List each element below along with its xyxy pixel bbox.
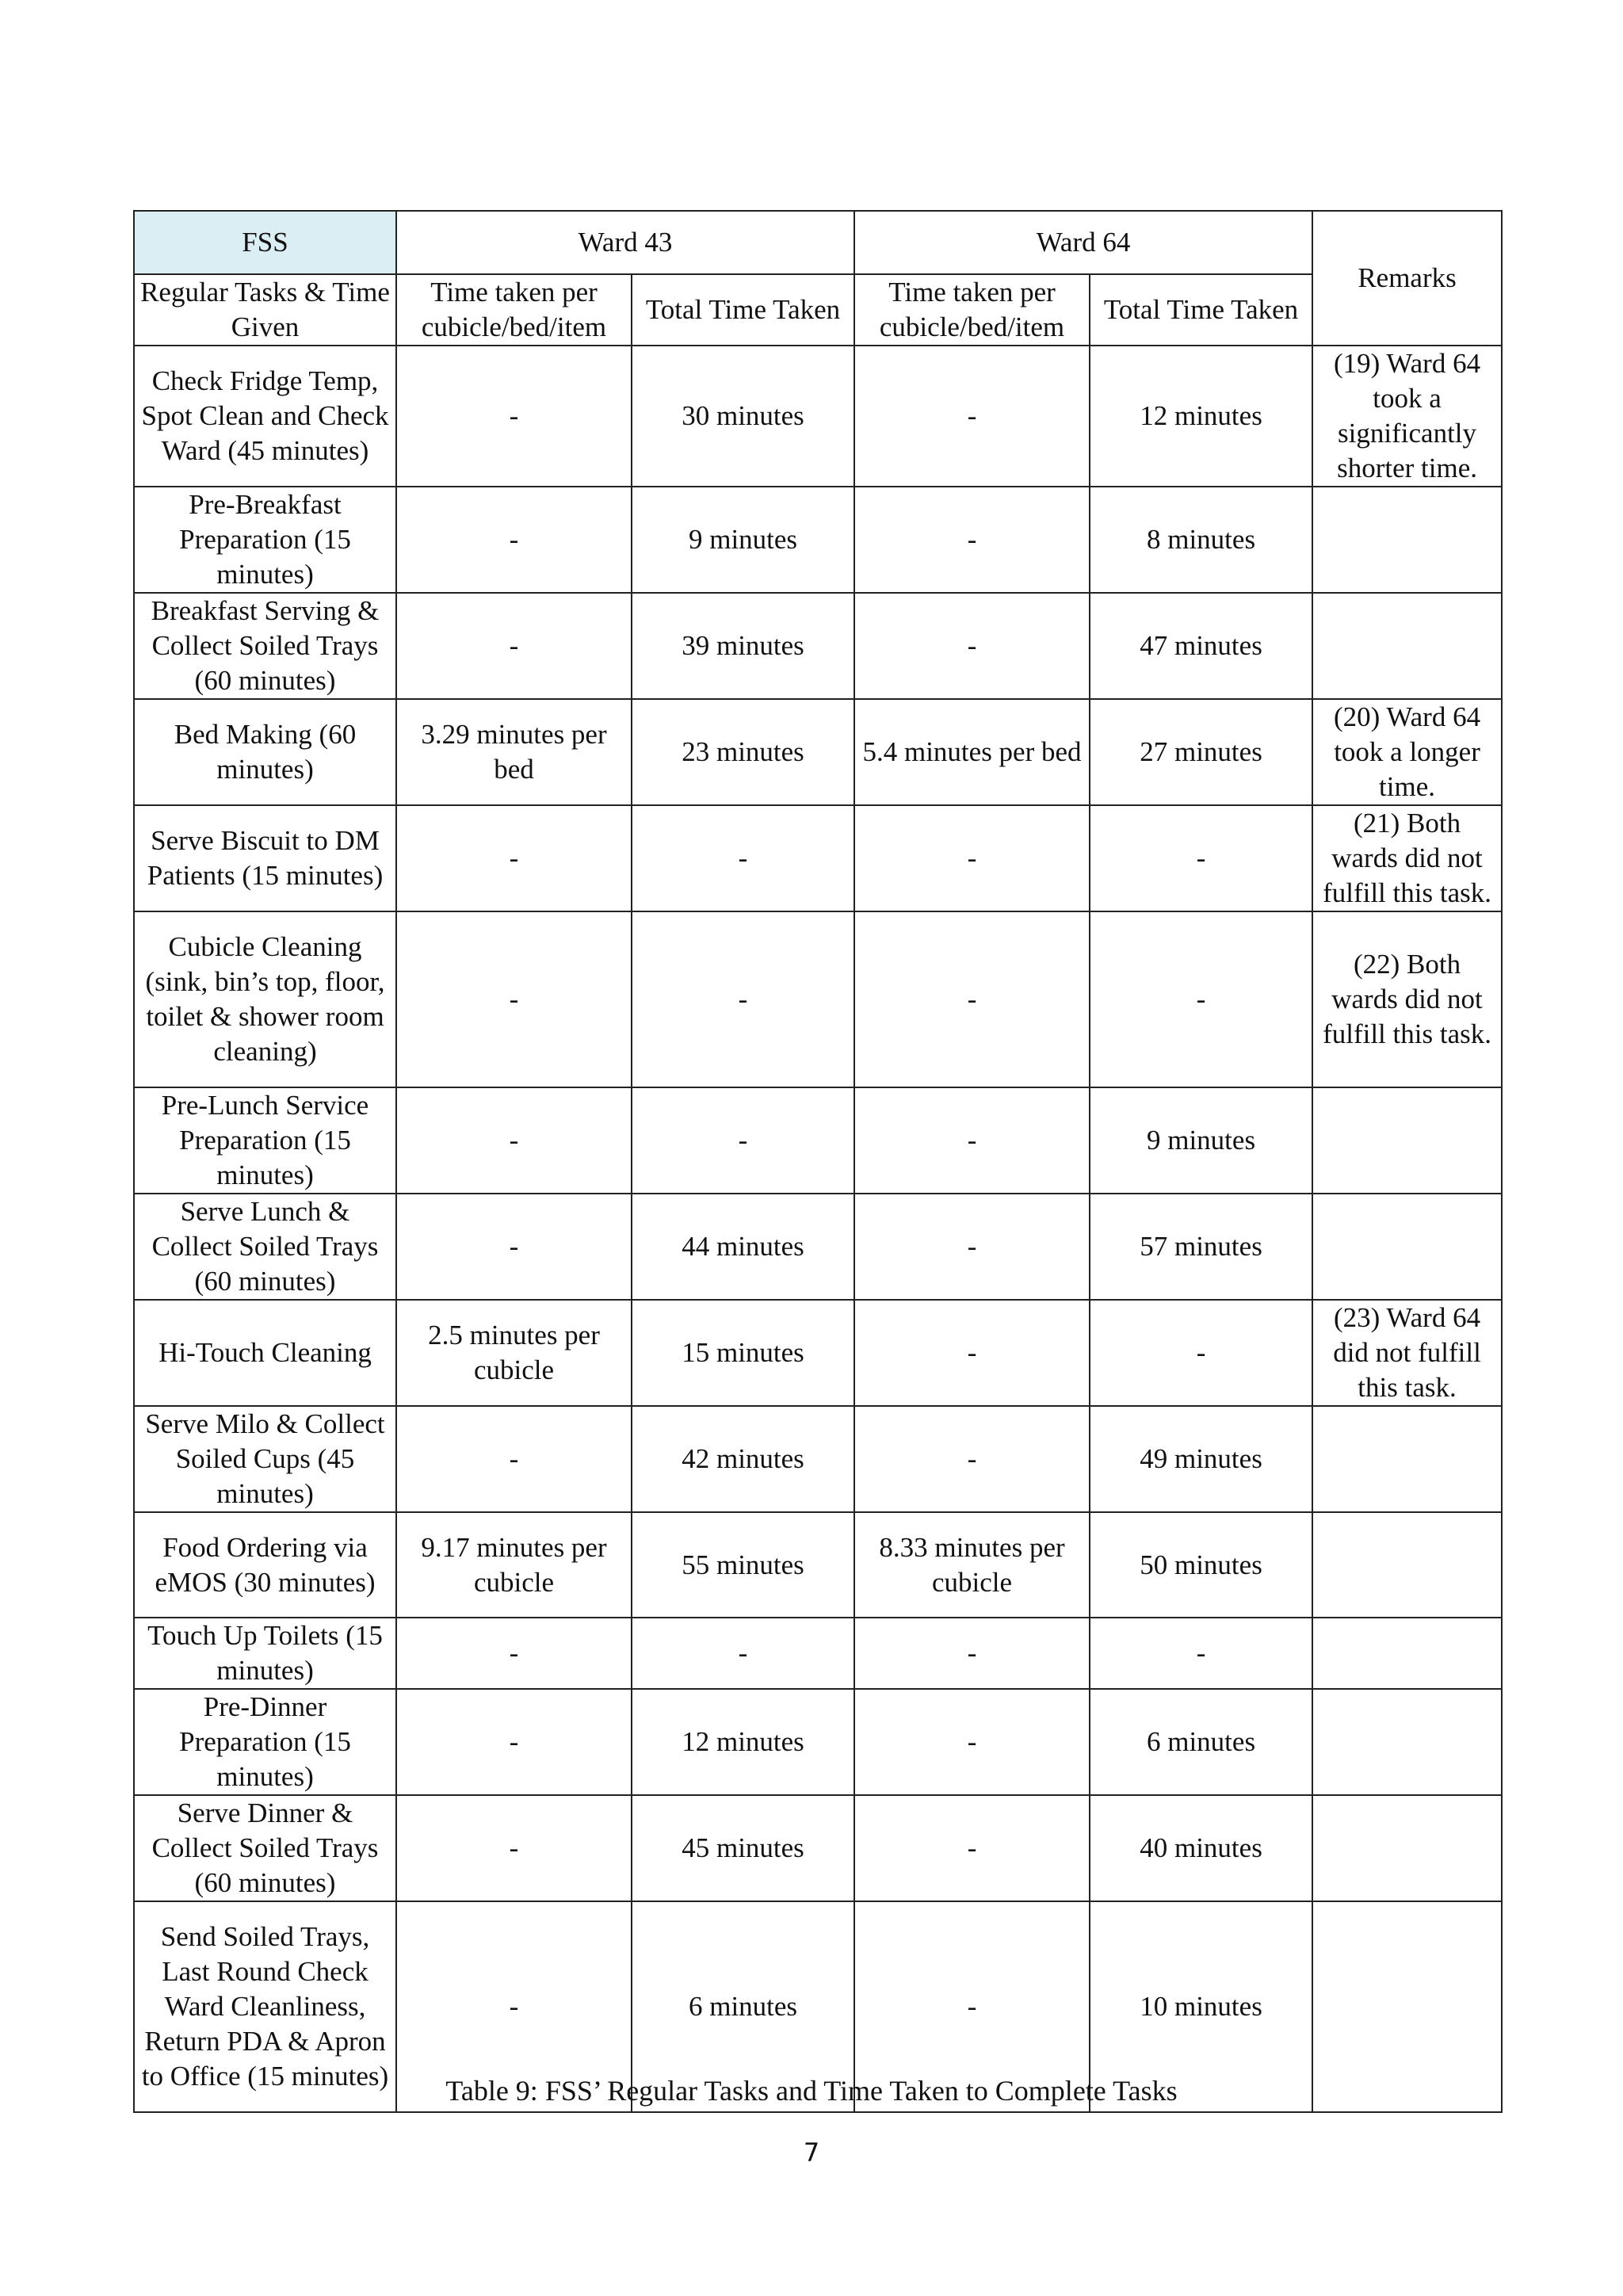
- table-row: [134, 1618, 1502, 1689]
- ward-64-per-cell: -: [854, 593, 1090, 699]
- ward-64-per-cell: 5.4 minutes per bed: [854, 699, 1090, 805]
- ward-64-per-cell: -: [854, 1194, 1090, 1300]
- table-row: [134, 346, 1502, 487]
- ward-43-per-cell: -: [396, 487, 632, 593]
- ward-64-per-cell: -: [854, 1618, 1090, 1689]
- ward-64-total-cell: 27 minutes: [1090, 699, 1312, 805]
- ward-43-per-cell: -: [396, 805, 632, 911]
- ward-43-per-cell: -: [396, 1087, 632, 1194]
- remark-cell: [1312, 593, 1502, 699]
- table-row: [134, 911, 1502, 1087]
- ward-64-total-cell: -: [1090, 1618, 1312, 1689]
- task-cell: Touch Up Toilets (15 minutes): [134, 1618, 396, 1689]
- ward-64-per-cell: -: [854, 1300, 1090, 1406]
- ward-43-per-header: Time taken per cubicle/bed/item: [396, 274, 632, 346]
- ward-43-total-cell: 44 minutes: [632, 1194, 854, 1300]
- table-row: [134, 487, 1502, 593]
- remark-cell: [1312, 1087, 1502, 1194]
- task-cell: Serve Lunch & Collect Soiled Trays (60 minutes): [134, 1194, 396, 1300]
- remark-cell: [1312, 487, 1502, 593]
- table-row: [134, 1689, 1502, 1795]
- ward-64-total-cell: 47 minutes: [1090, 593, 1312, 699]
- ward-64-total-cell: 10 minutes: [1090, 1901, 1312, 2112]
- ward-43-total-cell: -: [632, 805, 854, 911]
- ward-43-total-cell: 55 minutes: [632, 1512, 854, 1618]
- ward-64-per-cell: -: [854, 1901, 1090, 2112]
- ward-64-per-cell: -: [854, 805, 1090, 911]
- task-cell: Serve Dinner & Collect Soiled Trays (60 minutes): [134, 1795, 396, 1901]
- table-row: [134, 593, 1502, 699]
- ward-64-per-cell: -: [854, 346, 1090, 487]
- remark-cell: (21) Both wards did not fulfill this task.: [1312, 805, 1502, 911]
- table-row: [134, 1512, 1502, 1618]
- table-row: [134, 1087, 1502, 1194]
- ward-43-total-cell: -: [632, 911, 854, 1087]
- ward-43-total-cell: 45 minutes: [632, 1795, 854, 1901]
- ward-64-per-cell: -: [854, 487, 1090, 593]
- ward-43-per-cell: -: [396, 346, 632, 487]
- ward-64-total-cell: -: [1090, 805, 1312, 911]
- ward-64-total-cell: 50 minutes: [1090, 1512, 1312, 1618]
- remark-cell: (22) Both wards did not fulfill this task.: [1312, 911, 1502, 1087]
- task-cell: Hi-Touch Cleaning: [134, 1300, 396, 1406]
- task-cell: Food Ordering via eMOS (30 minutes): [134, 1512, 396, 1618]
- table-row: [134, 1194, 1502, 1300]
- ward-43-per-cell: -: [396, 1795, 632, 1901]
- remark-cell: [1312, 1512, 1502, 1618]
- table-row: [134, 1300, 1502, 1406]
- ward-64-total-cell: -: [1090, 1300, 1312, 1406]
- task-cell: Serve Biscuit to DM Patients (15 minutes): [134, 805, 396, 911]
- remark-cell: [1312, 1618, 1502, 1689]
- remarks-header: Remarks: [1312, 211, 1502, 346]
- ward-43-total-cell: 23 minutes: [632, 699, 854, 805]
- ward-43-total-cell: 12 minutes: [632, 1689, 854, 1795]
- task-column-header: Regular Tasks & Time Given: [134, 274, 396, 346]
- task-cell: Send Soiled Trays, Last Round Check Ward Cleanliness, Return PDA & Apron to Office (15 minutes): [134, 1901, 396, 2112]
- ward-43-per-cell: 3.29 minutes per bed: [396, 699, 632, 805]
- remark-cell: [1312, 1689, 1502, 1795]
- remark-cell: [1312, 1795, 1502, 1901]
- ward-64-per-cell: -: [854, 1087, 1090, 1194]
- ward-43-total-cell: -: [632, 1087, 854, 1194]
- ward-43-total-cell: 39 minutes: [632, 593, 854, 699]
- ward-64-per-cell: -: [854, 911, 1090, 1087]
- table-row: [134, 1795, 1502, 1901]
- ward-64-total-cell: 9 minutes: [1090, 1087, 1312, 1194]
- ward-43-per-cell: -: [396, 1689, 632, 1795]
- ward-43-total-cell: 42 minutes: [632, 1406, 854, 1512]
- ward-43-per-cell: -: [396, 593, 632, 699]
- ward-43-total-header: Total Time Taken: [632, 274, 854, 346]
- task-cell: Breakfast Serving & Collect Soiled Trays (60 minutes): [134, 593, 396, 699]
- ward-64-per-cell: 8.33 minutes per cubicle: [854, 1512, 1090, 1618]
- ward-43-per-cell: -: [396, 1901, 632, 2112]
- ward-43-per-cell: -: [396, 1406, 632, 1512]
- task-cell: Cubicle Cleaning (sink, bin’s top, floor, toilet & shower room cleaning): [134, 911, 396, 1087]
- ward-64-per-cell: -: [854, 1689, 1090, 1795]
- ward-64-total-cell: 49 minutes: [1090, 1406, 1312, 1512]
- ward-43-per-cell: 2.5 minutes per cubicle: [396, 1300, 632, 1406]
- remark-cell: (23) Ward 64 did not fulfill this task.: [1312, 1300, 1502, 1406]
- task-cell: Check Fridge Temp, Spot Clean and Check Ward (45 minutes): [134, 346, 396, 487]
- remark-cell: (19) Ward 64 took a significantly shorter time.: [1312, 346, 1502, 487]
- table-row: [134, 1406, 1502, 1512]
- ward-43-total-cell: 15 minutes: [632, 1300, 854, 1406]
- ward-43-per-cell: 9.17 minutes per cubicle: [396, 1512, 632, 1618]
- ward-43-per-cell: -: [396, 1618, 632, 1689]
- task-cell: Bed Making (60 minutes): [134, 699, 396, 805]
- ward-43-header: Ward 43: [396, 211, 854, 274]
- ward-64-total-cell: -: [1090, 911, 1312, 1087]
- remark-cell: [1312, 1194, 1502, 1300]
- ward-64-total-cell: 40 minutes: [1090, 1795, 1312, 1901]
- page-number: 7: [803, 2137, 820, 2168]
- ward-64-total-header: Total Time Taken: [1090, 274, 1312, 346]
- ward-43-total-cell: -: [632, 1618, 854, 1689]
- ward-64-total-cell: 8 minutes: [1090, 487, 1312, 593]
- task-cell: Pre-Dinner Preparation (15 minutes): [134, 1689, 396, 1795]
- ward-43-per-cell: -: [396, 911, 632, 1087]
- ward-64-header: Ward 64: [854, 211, 1312, 274]
- ward-64-total-cell: 12 minutes: [1090, 346, 1312, 487]
- remark-cell: [1312, 1406, 1502, 1512]
- table-row: [134, 699, 1502, 805]
- ward-43-per-cell: -: [396, 1194, 632, 1300]
- task-cell: Pre-Breakfast Preparation (15 minutes): [134, 487, 396, 593]
- task-cell: Serve Milo & Collect Soiled Cups (45 minutes): [134, 1406, 396, 1512]
- ward-64-total-cell: 57 minutes: [1090, 1194, 1312, 1300]
- ward-64-per-cell: -: [854, 1795, 1090, 1901]
- ward-43-total-cell: 30 minutes: [632, 346, 854, 487]
- table-title: FSS: [134, 211, 396, 274]
- table-caption: Table 9: FSS’ Regular Tasks and Time Taken to Complete Tasks: [445, 2075, 1178, 2107]
- ward-64-total-cell: 6 minutes: [1090, 1689, 1312, 1795]
- remark-cell: (20) Ward 64 took a longer time.: [1312, 699, 1502, 805]
- ward-43-total-cell: 6 minutes: [632, 1901, 854, 2112]
- ward-43-total-cell: 9 minutes: [632, 487, 854, 593]
- task-cell: Pre-Lunch Service Preparation (15 minutes): [134, 1087, 396, 1194]
- fss-tasks-table: [133, 210, 1503, 2113]
- ward-64-per-header: Time taken per cubicle/bed/item: [854, 274, 1090, 346]
- ward-64-per-cell: -: [854, 1406, 1090, 1512]
- table-row: [134, 805, 1502, 911]
